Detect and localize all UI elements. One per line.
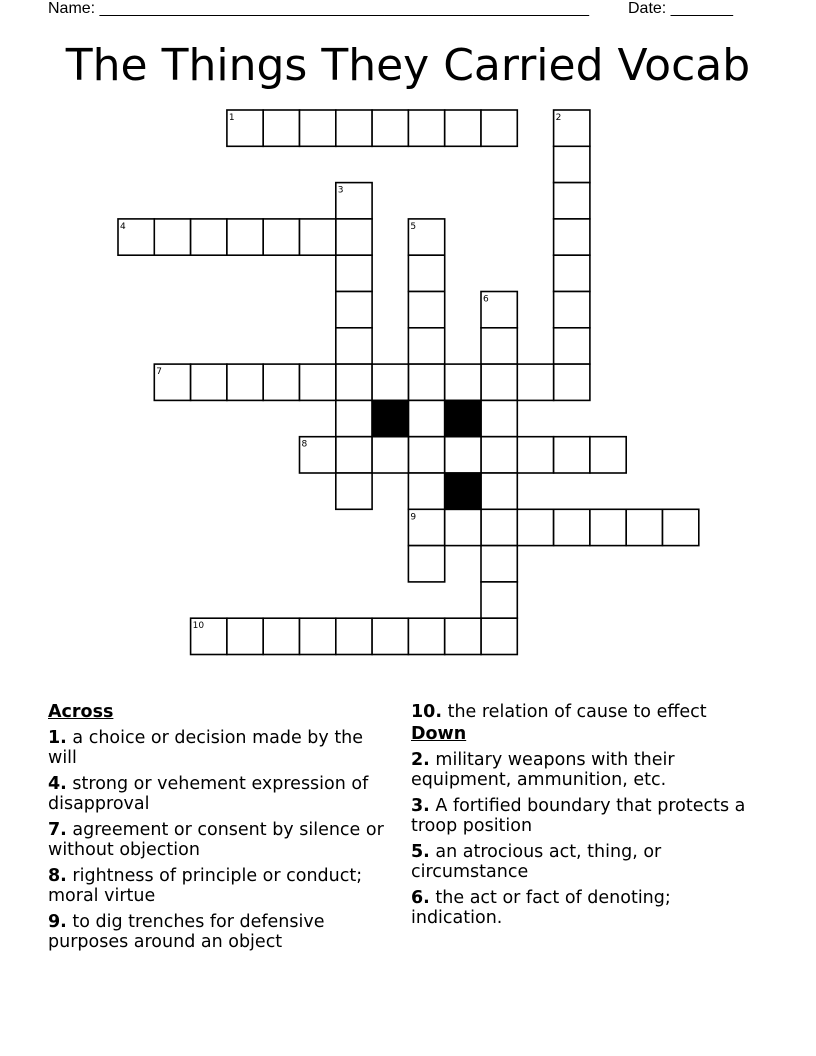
grid-cell[interactable]	[372, 618, 408, 654]
grid-cell[interactable]	[445, 110, 481, 146]
grid-cell[interactable]	[336, 255, 372, 291]
grid-cell[interactable]	[263, 364, 299, 400]
clue-number: 4.	[48, 774, 67, 794]
across-clues	[48, 702, 393, 958]
clue-number: 3.	[411, 796, 430, 816]
grid-cell[interactable]	[481, 509, 517, 545]
name-label: Name:	[48, 0, 96, 17]
black-cell	[445, 473, 481, 509]
grid-cell[interactable]	[227, 219, 263, 255]
cell-number: 5	[410, 221, 417, 232]
grid-cell[interactable]	[445, 437, 481, 473]
grid-cell[interactable]	[554, 437, 590, 473]
grid-cell[interactable]	[336, 618, 372, 654]
grid-cell[interactable]	[626, 509, 662, 545]
grid-cell[interactable]	[445, 364, 481, 400]
grid-cell[interactable]	[300, 219, 336, 255]
grid-cell[interactable]	[372, 110, 408, 146]
black-cell	[372, 400, 408, 436]
clue-text: rightness of principle or conduct; moral virtue	[48, 866, 363, 906]
grid-cell[interactable]	[517, 437, 553, 473]
grid-cell[interactable]	[336, 364, 372, 400]
grid-cell[interactable]	[481, 364, 517, 400]
black-cell	[445, 400, 481, 436]
grid-cell[interactable]	[481, 328, 517, 364]
grid-cell[interactable]	[336, 400, 372, 436]
grid-cell[interactable]	[481, 546, 517, 582]
grid-cell[interactable]	[191, 364, 227, 400]
grid-cell[interactable]	[336, 473, 372, 509]
page-title: The Things They Carried Vocab	[65, 40, 751, 91]
clue-across-9	[48, 912, 393, 952]
clue-text: A fortified boundary that protects a troop position	[411, 796, 746, 836]
clue-text: a choice or decision made by the will	[48, 728, 364, 768]
across-heading: Across	[48, 702, 114, 722]
grid-cell[interactable]	[554, 183, 590, 219]
clue-number: 10.	[411, 702, 443, 722]
grid-cell[interactable]	[408, 400, 444, 436]
grid-cell[interactable]	[554, 328, 590, 364]
grid-cell[interactable]	[300, 618, 336, 654]
grid-cell[interactable]	[336, 437, 372, 473]
cell-number: 7	[156, 367, 163, 378]
cell-number: 1	[228, 113, 235, 123]
clue-text: to dig trenches for defensive purposes around an object	[48, 912, 325, 952]
grid-cell[interactable]	[372, 437, 408, 473]
cell-number: 10	[192, 621, 205, 632]
grid-cell[interactable]	[408, 255, 444, 291]
grid-cell[interactable]	[227, 364, 263, 400]
clue-text: agreement or consent by silence or without objection	[48, 820, 384, 860]
grid-cell[interactable]	[590, 437, 626, 473]
grid-cell[interactable]	[554, 219, 590, 255]
clue-across-4	[48, 774, 393, 814]
clue-number: 8.	[48, 866, 67, 886]
grid-cell[interactable]	[227, 618, 263, 654]
clue-down-5	[411, 842, 746, 882]
grid-cell[interactable]	[263, 618, 299, 654]
clue-text: military weapons with their equipment, ammunition, etc.	[411, 750, 675, 790]
grid-cell[interactable]	[336, 328, 372, 364]
clue-number: 6.	[411, 888, 430, 908]
clue-text: strong or vehement expression of disapproval	[48, 774, 369, 814]
grid-cell[interactable]	[554, 146, 590, 182]
grid-cell[interactable]	[554, 255, 590, 291]
grid-cell[interactable]	[517, 364, 553, 400]
grid-cell[interactable]	[408, 618, 444, 654]
clue-down-6	[411, 888, 746, 928]
down-heading: Down	[411, 724, 467, 744]
grid-cell[interactable]	[481, 437, 517, 473]
clue-text: the relation of cause to effect	[447, 702, 707, 722]
clue-number: 7.	[48, 820, 67, 840]
clue-number: 9.	[48, 912, 67, 932]
clue-across-7	[48, 820, 393, 860]
clue-number: 2.	[411, 750, 430, 770]
down-clues	[411, 702, 746, 934]
grid-cell[interactable]	[336, 292, 372, 328]
grid-cell[interactable]	[445, 509, 481, 545]
grid-cell[interactable]	[408, 328, 444, 364]
cell-number: 9	[410, 512, 417, 523]
grid-cell[interactable]	[191, 219, 227, 255]
grid-cell[interactable]	[408, 292, 444, 328]
grid-cell[interactable]	[517, 509, 553, 545]
grid-cell[interactable]	[408, 364, 444, 400]
clue-number: 1.	[48, 728, 67, 748]
cell-number: 6	[483, 294, 489, 305]
grid-cell[interactable]	[336, 110, 372, 146]
clue-across-10	[411, 702, 746, 722]
grid-cell[interactable]	[300, 110, 336, 146]
grid-cell[interactable]	[554, 509, 590, 545]
date-blank[interactable]: _______	[670, 0, 733, 17]
grid-cell[interactable]	[554, 292, 590, 328]
cell-number: 4	[120, 221, 126, 232]
cell-number: 8	[301, 439, 308, 450]
date-label: Date:	[628, 0, 667, 17]
grid-cell[interactable]	[481, 400, 517, 436]
grid-cell[interactable]	[663, 509, 699, 545]
grid-cell[interactable]	[554, 364, 590, 400]
grid-cell[interactable]	[408, 473, 444, 509]
grid-cell[interactable]	[481, 618, 517, 654]
grid-cell[interactable]	[300, 364, 336, 400]
clue-across-8	[48, 866, 393, 906]
grid-cell[interactable]	[408, 546, 444, 582]
grid-cell[interactable]	[336, 219, 372, 255]
grid-cell[interactable]	[590, 509, 626, 545]
cell-number: 3	[337, 185, 344, 196]
clue-down-3	[411, 796, 746, 836]
clue-number: 5.	[411, 842, 430, 862]
grid-cell[interactable]	[481, 473, 517, 509]
grid-cell[interactable]	[481, 582, 517, 618]
clue-text: the act or fact of denoting; indication.	[411, 888, 671, 928]
grid-cell[interactable]	[408, 437, 444, 473]
grid-cell[interactable]	[481, 110, 517, 146]
clue-across-1	[48, 728, 393, 768]
clue-text: an atrocious act, thing, or circumstance	[411, 842, 662, 882]
grid-cell[interactable]	[154, 219, 190, 255]
grid-cell[interactable]	[372, 364, 408, 400]
name-blank[interactable]: _______________________________________________________	[99, 0, 589, 17]
cell-number: 2	[555, 113, 562, 123]
grid-cell[interactable]	[445, 618, 481, 654]
grid-cell[interactable]	[263, 219, 299, 255]
grid-cell[interactable]	[408, 110, 444, 146]
grid-cell[interactable]	[263, 110, 299, 146]
clue-down-2	[411, 750, 746, 790]
